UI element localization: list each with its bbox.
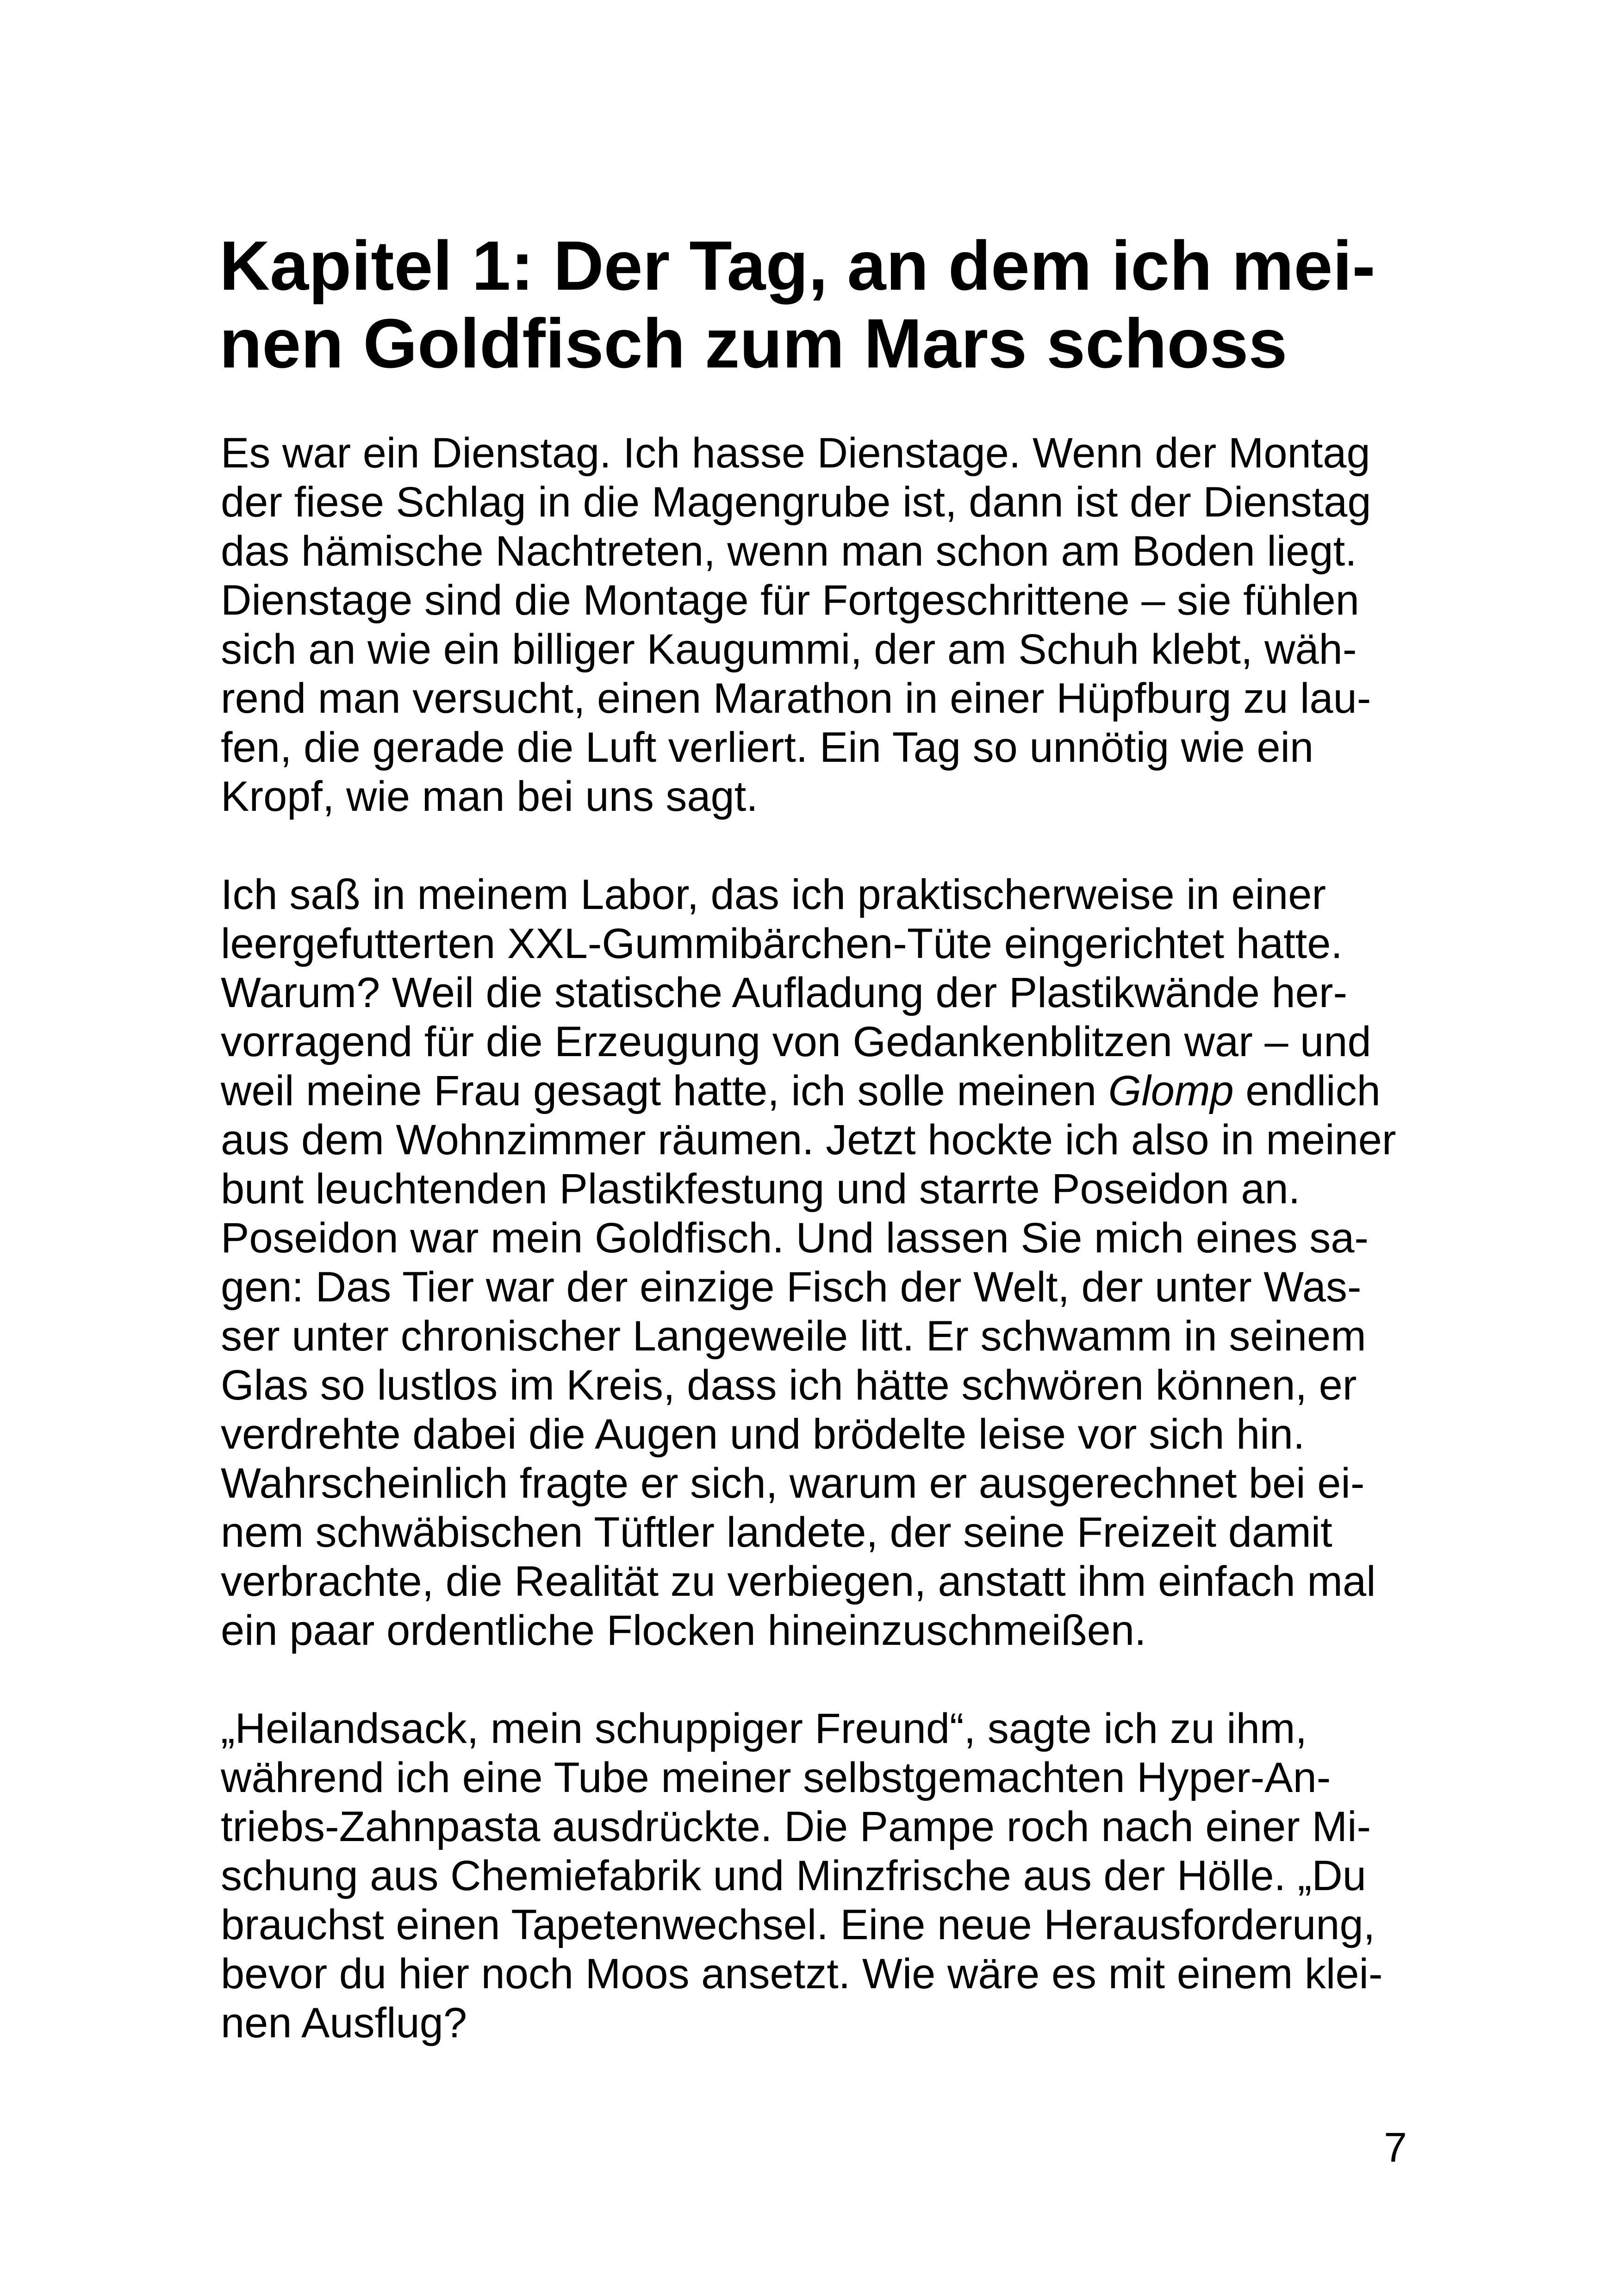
text-line: verdrehte dabei die Augen und brödelte leise vor sich hin.	[221, 1411, 1305, 1458]
text-line: der fiese Schlag in die Magengrube ist, dann ist der Dienstag	[221, 479, 1371, 526]
text-line: Es war ein Dienstag. Ich hasse Dienstage. Wenn der Montag	[221, 429, 1370, 477]
text-segment: weil meine Frau gesagt hatte, ich solle meinen	[221, 1067, 1108, 1114]
page-number: 7	[1383, 2125, 1407, 2171]
paragraph-2	[221, 870, 1396, 1655]
text-line: fen, die gerade die Luft verliert. Ein Tag so unnötig wie ein	[221, 724, 1314, 771]
text-line-with-emphasis	[221, 1066, 1396, 1115]
text-segment: endlich	[1233, 1067, 1381, 1114]
text-line: das hämische Nachtreten, wenn man schon am Boden liegt.	[221, 528, 1357, 575]
text-line: rend man versucht, einen Marathon in einer Hüpfburg zu lau-	[221, 675, 1371, 722]
text-line: „Heilandsack, mein schuppiger Freund“, sagte ich zu ihm,	[221, 1705, 1307, 1752]
chapter-title-line: nen Goldfisch zum Mars schoss	[219, 304, 1288, 382]
text-line: vorragend für die Erzeugung von Gedankenblitzen war – und	[221, 1018, 1371, 1065]
chapter-title	[219, 227, 1375, 382]
text-line: während ich eine Tube meiner selbstgemachten Hyper-An-	[221, 1754, 1331, 1801]
paragraph-3	[221, 1704, 1396, 2047]
text-line: sich an wie ein billiger Kaugummi, der am Schuh klebt, wäh-	[221, 626, 1357, 673]
text-line: verbrachte, die Realität zu verbiegen, anstatt ihm einfach mal	[221, 1558, 1376, 1605]
text-line: ein paar ordentliche Flocken hineinzuschmeißen.	[221, 1607, 1146, 1654]
text-line: Wahrscheinlich fragte er sich, warum er ausgerechnet bei ei-	[221, 1460, 1365, 1507]
text-line: Warum? Weil die statische Aufladung der Plastikwände her-	[221, 969, 1348, 1016]
chapter-title-line: Kapitel 1: Der Tag, an dem ich mei-	[219, 226, 1375, 305]
text-line: triebs-Zahnpasta ausdrückte. Die Pampe roch nach einer Mi-	[221, 1803, 1371, 1850]
text-line: nen Ausflug?	[221, 1999, 467, 2047]
emphasized-word: Glomp	[1108, 1067, 1234, 1114]
text-line: bevor du hier noch Moos ansetzt. Wie wäre es mit einem klei-	[221, 1950, 1383, 1997]
text-line: bunt leuchtenden Plastikfestung und starrte Poseidon an.	[221, 1165, 1301, 1213]
text-line: Glas so lustlos im Kreis, dass ich hätte schwören können, er	[221, 1362, 1357, 1409]
paragraph-1	[221, 429, 1396, 821]
text-line: gen: Das Tier war der einzige Fisch der Welt, der unter Was-	[221, 1263, 1362, 1311]
text-line: schung aus Chemiefabrik und Minzfrische aus der Hölle. „Du	[221, 1852, 1366, 1899]
text-line: Kropf, wie man bei uns sagt.	[221, 773, 758, 820]
text-line: leergefutterten XXL-Gummibärchen-Tüte eingerichtet hatte.	[221, 920, 1343, 967]
text-line: ser unter chronischer Langeweile litt. Er schwamm in seinem	[221, 1313, 1366, 1360]
chapter-body	[221, 429, 1396, 2097]
text-line: Ich saß in meinem Labor, das ich praktischerweise in einer	[221, 871, 1326, 918]
text-line: aus dem Wohnzimmer räumen. Jetzt hockte ich also in meiner	[221, 1116, 1396, 1164]
text-line: nem schwäbischen Tüftler landete, der seine Freizeit damit	[221, 1509, 1332, 1556]
text-line: brauchst einen Tapetenwechsel. Eine neue Herausforderung,	[221, 1901, 1375, 1948]
text-line: Dienstage sind die Montage für Fortgeschrittene – sie fühlen	[221, 577, 1359, 624]
text-line: Poseidon war mein Goldfisch. Und lassen Sie mich eines sa-	[221, 1214, 1369, 1262]
